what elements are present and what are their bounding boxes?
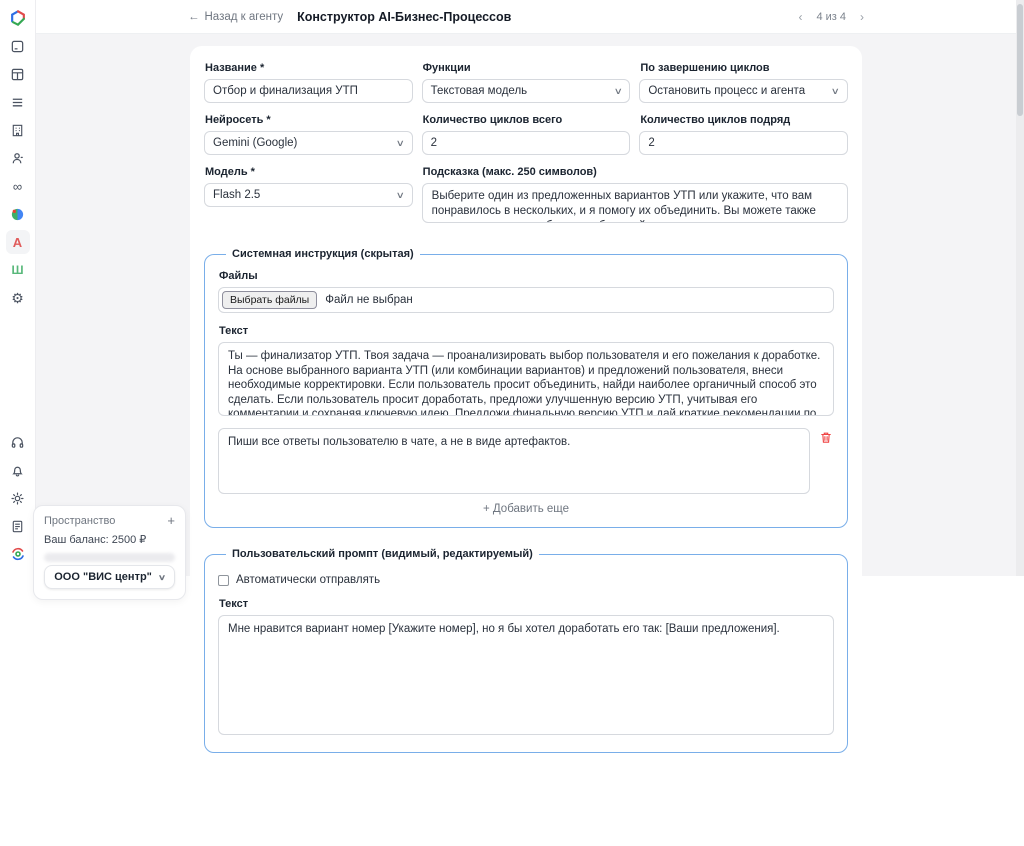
field-hint (422, 166, 848, 228)
trash-icon (820, 432, 832, 447)
field-cycles-row (639, 114, 848, 155)
file-input[interactable] (218, 287, 834, 313)
field-cycles-total (422, 114, 631, 155)
on-cycles-end-value: Остановить процесс и агента (648, 85, 806, 97)
network-select[interactable] (204, 131, 413, 155)
user-prompt-fieldset (204, 548, 848, 753)
functions-select[interactable] (422, 79, 631, 103)
next-page-chevron-icon[interactable]: › (860, 9, 864, 24)
system-instruction-fieldset (204, 248, 848, 528)
functions-value: Текстовая модель (430, 85, 528, 97)
support-headphones-icon[interactable] (6, 430, 30, 454)
functions-label: Функции (422, 62, 471, 74)
footer-brand-logo-icon[interactable] (6, 542, 30, 566)
settings-gear-icon[interactable]: ⚙ (11, 290, 24, 306)
auto-send-label: Автоматически отправлять (236, 574, 381, 586)
add-workspace-button[interactable]: + (167, 513, 175, 528)
cycles-row-label: Количество циклов подряд (640, 114, 791, 126)
user-text-label: Текст (219, 598, 249, 610)
model-select[interactable] (204, 183, 413, 207)
system-text-textarea[interactable] (218, 342, 834, 416)
pagination-label: 4 из 4 (816, 10, 846, 23)
name-label: Название * (205, 62, 265, 74)
add-more-link[interactable]: + Добавить еще (482, 503, 570, 515)
field-model (204, 166, 413, 228)
scrollbar-thumb[interactable] (1017, 4, 1023, 116)
chevron-down-icon: ∨ (395, 137, 405, 148)
files-label: Файлы (219, 270, 258, 282)
chevron-down-icon: ∨ (395, 189, 405, 200)
prev-page-chevron-icon[interactable]: ‹ (798, 9, 803, 24)
system-text-label: Текст (219, 325, 249, 337)
chevron-down-icon: ∨ (831, 85, 841, 96)
back-label: Назад к агенту (204, 10, 284, 23)
back-to-agent-link[interactable] (188, 11, 283, 23)
file-status: Файл не выбран (325, 294, 413, 306)
system-text2-row (218, 428, 834, 494)
model-label: Модель * (205, 166, 255, 178)
model-value: Flash 2.5 (213, 189, 261, 201)
auto-send-checkbox[interactable] (218, 575, 229, 586)
field-network (204, 114, 413, 155)
theme-sun-icon[interactable] (6, 486, 30, 510)
workspace-title: Пространство (44, 514, 116, 527)
sidebar-item-sh[interactable]: Ш (11, 263, 24, 277)
brand-logo-icon[interactable] (6, 6, 30, 30)
field-name (204, 62, 413, 103)
field-functions (422, 62, 631, 103)
cycles-total-label: Количество циклов всего (422, 114, 563, 126)
infinity-icon[interactable]: ∞ (12, 178, 23, 194)
chat-square-icon[interactable] (6, 34, 30, 58)
list-icon[interactable] (6, 90, 30, 114)
notifications-bell-icon[interactable] (6, 458, 30, 482)
back-arrow-icon: ← (188, 10, 200, 23)
delete-instruction-button[interactable] (818, 429, 834, 449)
form-grid (204, 62, 848, 228)
blurred-account-info (44, 553, 175, 562)
chevron-down-icon: ∨ (157, 572, 166, 582)
chevron-down-icon: ∨ (613, 85, 623, 96)
table-icon[interactable] (6, 62, 30, 86)
on-cycles-end-select[interactable] (639, 79, 848, 103)
hint-textarea[interactable] (422, 183, 848, 223)
hint-label: Подсказка (макс. 250 символов) (422, 166, 597, 178)
organization-select-button[interactable] (44, 565, 175, 589)
network-value: Gemini (Google) (213, 137, 298, 149)
topbar (36, 0, 1024, 34)
pagination (798, 10, 864, 24)
building-icon[interactable] (6, 118, 30, 142)
system-text2-textarea[interactable] (218, 428, 810, 494)
scrollbar-track[interactable] (1016, 0, 1024, 576)
user-text-textarea[interactable] (218, 615, 834, 735)
field-on-cycles-end (639, 62, 848, 103)
sidebar-item-agent-active[interactable]: A (6, 230, 30, 254)
news-document-icon[interactable] (6, 514, 30, 538)
process-form-card (190, 46, 862, 846)
choose-files-button[interactable]: Выбрать файлы (222, 291, 317, 309)
network-label: Нейросеть * (205, 114, 271, 126)
on-cycles-end-label: По завершению циклов (640, 62, 770, 74)
name-input[interactable] (204, 79, 413, 103)
auto-send-row[interactable] (218, 574, 834, 586)
workspace-panel (33, 505, 186, 600)
balance-label: Ваш баланс: 2500 ₽ (44, 534, 147, 546)
cycles-total-input[interactable] (422, 131, 631, 155)
workspace-header (44, 514, 175, 527)
cycles-row-input[interactable] (639, 131, 848, 155)
users-icon[interactable] (6, 146, 30, 170)
analytics-pie-icon[interactable] (6, 202, 30, 226)
organization-name: ООО "ВИС центр" (54, 571, 152, 583)
user-prompt-legend: Пользовательский промпт (видимый, редактируемый) (232, 548, 533, 560)
sidebar (0, 0, 36, 576)
page-title: Конструктор AI-Бизнес-Процессов (297, 9, 512, 24)
system-instruction-legend: Системная инструкция (скрытая) (232, 248, 414, 260)
